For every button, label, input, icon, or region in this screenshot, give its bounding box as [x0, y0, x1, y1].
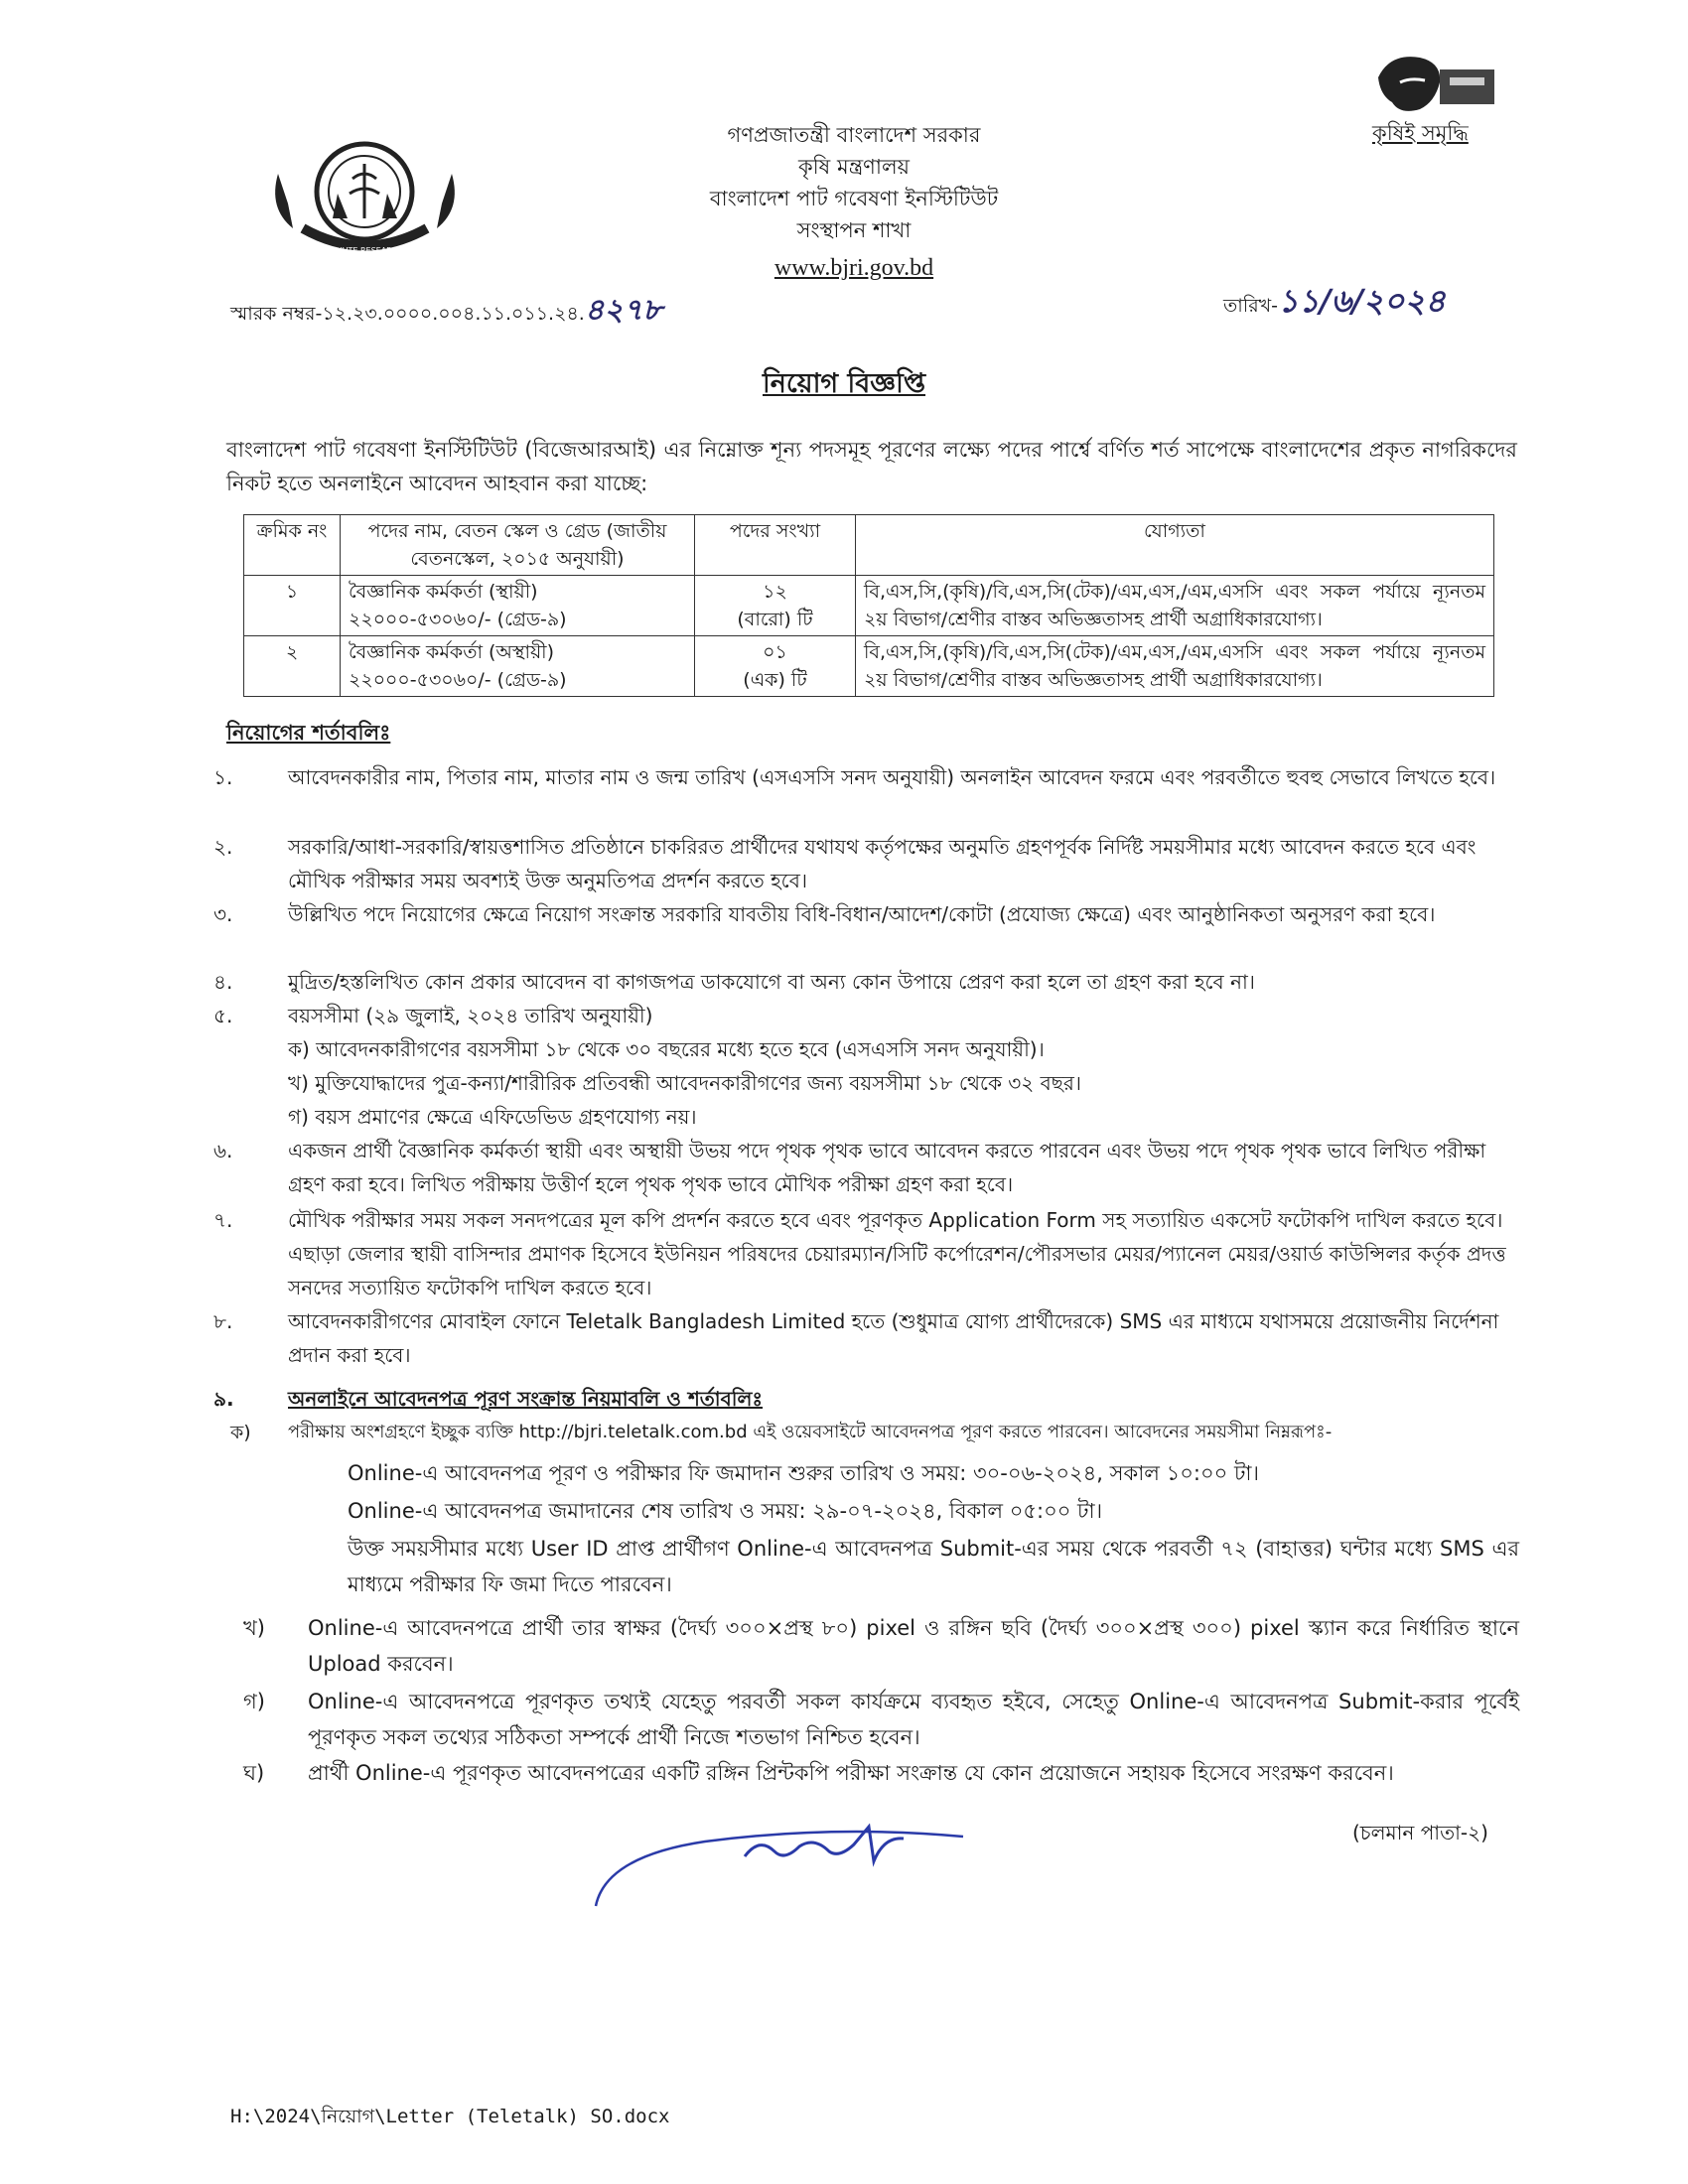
page-title: নিয়োগ বিজ্ঞপ্তি — [762, 368, 926, 399]
post-name: বৈজ্ঞানিক কর্মকর্তা (অস্থায়ী) — [349, 641, 554, 663]
online-gha-text: প্রার্থী Online-এ পূরণকৃত আবেদনপত্রের একটি রঙ্গিন প্রিন্টকপি পরীক্ষা সংক্রান্ত যে কোন প্রয়োজনে সহায়ক হিসেবে সংরক্ষণ করবেন। — [308, 1761, 1394, 1785]
item-text: মৌখিক পরীক্ষার সময় সকল সনদপত্রের মূল কপি প্রদর্শন করতে হবে এবং পূরণকৃত Application Form সহ সত্যায়িত একসেট ফটোকপি দাখিল করতে হবে। এছাড়া জেলার স্থায়ী বাসিন্দার প্রমাণক হিসেবে ইউনিয়ন পরিষদের চেয়ারম্যান/সিটি কর্পোরেশন/পৌরসভার মেয়র/প্যানেল মেয়র/ওয়ার্ড কাউন্সিলর কর্তৃক প্রদত্ত সনদের সত্যায়িত ফটোকপি দাখিল করতে হবে। — [288, 1208, 1506, 1299]
table-header-row — [244, 515, 1494, 576]
item-number: ২. — [213, 835, 233, 859]
condition-item — [213, 1304, 1514, 1372]
date-handwritten: ১১/৬/২০২৪ — [1278, 282, 1446, 320]
table-header: পদের সংখ্যা — [695, 515, 856, 576]
post-name: বৈজ্ঞানিক কর্মকর্তা (স্থায়ী) — [349, 581, 538, 603]
post-scale: ২২০০০-৫৩০৬০/- (গ্রেড-৯) — [349, 609, 567, 630]
condition-item — [213, 999, 1514, 1032]
file-path: H:\2024\নিয়োগ\Letter (Teletalk) SO.docx — [230, 2106, 670, 2127]
online-heading — [213, 1382, 1514, 1416]
table-header: যোগ্যতা — [856, 515, 1494, 576]
online-gha-label: ঘ) — [243, 1761, 265, 1785]
govt-line: গণপ্রজাতন্ত্রী বাংলাদেশ সরকার — [727, 123, 981, 147]
section-line: সংস্থাপন শাখা — [796, 218, 912, 242]
post-count: ০১ — [763, 641, 787, 663]
age-item: গ) বয়স প্রমাণের ক্ষেত্রে এফিডেভিড গ্রহণযোগ্য নয়। — [288, 1105, 697, 1129]
memo-number — [230, 286, 662, 337]
post-count-words: (বারো) টি — [737, 609, 813, 630]
item-number: ৬. — [213, 1139, 233, 1162]
bjri-logo — [268, 134, 462, 258]
table-cell-post — [341, 576, 695, 636]
institute-line: বাংলাদেশ পাট গবেষণা ইনস্টিটিউট — [709, 187, 999, 210]
item-number: ১. — [213, 765, 233, 789]
item-text: মুদ্রিত/হস্তলিখিত কোন প্রকার আবেদন বা কাগজপত্র ডাকযোগে বা অন্য কোন উপায়ে প্রেরণ করা হলে তা গ্রহণ করা হবে না। — [288, 970, 1255, 994]
post-count: ১২ — [763, 581, 787, 603]
item-text: উল্লিখিত পদে নিয়োগের ক্ষেত্রে নিয়োগ সংক্রান্ত সরকারি যাবতীয় বিধি-বিধান/আদেশ/কোটা (প্রযোজ্য ক্ষেত্রে) এবং আনুষ্ঠানিকতা অনুসরণ করা হবে। — [288, 902, 1436, 926]
item-text: আবেদনকারীগণের মোবাইল ফোনে Teletalk Bangladesh Limited হতে (শুধুমাত্র যোগ্য প্রার্থীদেরকে) SMS এর মাধ্যমে যথাসময়ে প্রয়োজনীয় নির্দেশনা প্রদান করা হবে। — [288, 1309, 1499, 1367]
website-link[interactable]: www.bjri.gov.bd — [774, 255, 934, 281]
mujib-emblem — [1370, 48, 1509, 119]
age-item: ক) আবেদনকারীগণের বয়সসীমা ১৮ থেকে ৩০ বছরের মধ্যে হতে হবে (এসএসসি সনদ অনুযায়ী)। — [288, 1037, 1045, 1061]
application-start: Online-এ আবেদনপত্র পূরণ ও পরীক্ষার ফি জমাদান শুরুর তারিখ ও সময়: ৩০-০৬-২০২৪, সকাল ১০:০০ টা। — [348, 1461, 1260, 1485]
slogan: কৃষিই সমৃদ্ধি — [1372, 121, 1469, 145]
online-ga-text: Online-এ আবেদনপত্রে পূরণকৃত তথ্যই যেহেতু পরবর্তী সকল কার্যক্রমে ব্যবহৃত হইবে, সেহেতু Online-এ আবেদনপত্র Submit-করার পূর্বেই পূরণকৃত সকল তথ্যের সঠিকতা সম্পর্কে প্রার্থী নিজে শতভাগ নিশ্চিত হবেন। — [308, 1690, 1519, 1749]
ministry-line: কৃষি মন্ত্রণালয় — [797, 155, 910, 179]
online-ka-label: ক) — [230, 1422, 251, 1443]
online-kha-label: খ) — [243, 1616, 265, 1640]
intro-paragraph: বাংলাদেশ পাট গবেষণা ইনস্টিটিউট (বিজেআরআই) এর নিম্নোক্ত শূন্য পদসমূহ পূরণের লক্ষ্যে পদের পার্শ্বে বর্ণিত শর্ত সাপেক্ষে বাংলাদেশের প্রকৃত নাগরিকদের নিকট হতে অনলাইনে আবেদন আহবান করা যাচ্ছে: — [226, 438, 1517, 495]
table-row — [244, 576, 1494, 636]
condition-item — [213, 1134, 1514, 1201]
online-ka-text: পরীক্ষায় অংশগ্রহণে ইচ্ছুক ব্যক্তি http://bjri.teletalk.com.bd এই ওয়েবসাইটে আবেদনপত্র পূরণ করতে পারবেন। আবেদনের সময়সীমা নিম্নরূপঃ- — [288, 1422, 1333, 1442]
continued-note: (চলমান পাতা-২) — [1352, 1821, 1488, 1844]
fee-payment: উক্ত সময়সীমার মধ্যে User ID প্রাপ্ত প্রার্থীগণ Online-এ আবেদনপত্র Submit-এর সময় থেকে পরবর্তী ৭২ (বাহাত্তর) ঘন্টার মধ্যে SMS এর মাধ্যমে পরীক্ষার ফি জমা দিতে পারবেন। — [348, 1537, 1519, 1596]
conditions-heading: নিয়োগের শর্তাবলিঃ — [226, 721, 391, 745]
item-number: ৫. — [213, 1004, 233, 1027]
online-kha-text: Online-এ আবেদনপত্রে প্রার্থী তার স্বাক্ষর (দৈর্ঘ্য ৩০০×প্রস্থ ৮০) pixel ও রঙ্গিন ছবি (দৈর্ঘ্য ৩০০×প্রস্থ ৩০০) pixel স্ক্যান করে নির্ধারিত স্থানে Upload করবেন। — [308, 1616, 1519, 1676]
item-text: আবেদনকারীর নাম, পিতার নাম, মাতার নাম ও জন্ম তারিখ (এসএসসি সনদ অনুযায়ী) অনলাইন আবেদন ফরমে এবং পরবর্তীতে হুবহু সেভাবে লিখতে হবে। — [288, 765, 1496, 789]
item-number: ৪. — [213, 970, 233, 994]
post-scale: ২২০০০-৫৩০৬০/- (গ্রেড-৯) — [349, 669, 567, 691]
online-heading-text: অনলাইনে আবেদনপত্র পূরণ সংক্রান্ত নিয়মাবলি ও শর্তাবলিঃ — [288, 1387, 764, 1411]
condition-item — [213, 760, 1514, 794]
table-cell-count — [695, 636, 856, 697]
date-block — [1223, 276, 1446, 330]
item-number: ৯. — [213, 1387, 234, 1411]
table-cell-post — [341, 636, 695, 697]
table-cell-qualification: বি,এস,সি,(কৃষি)/বি,এস,সি(টেক)/এম,এস,/এম,এসসি এবং সকল পর্যায়ে ন্যূনতম ২য় বিভাগ/শ্রেণীর বাস্তব অভিজ্ঞতাসহ প্রার্থী অগ্রাধিকারযোগ্য। — [856, 576, 1494, 636]
item-number: ৭. — [213, 1208, 233, 1232]
condition-item — [213, 830, 1514, 897]
item-text: একজন প্রার্থী বৈজ্ঞানিক কর্মকর্তা স্থায়ী এবং অস্থায়ী উভয় পদে পৃথক পৃথক ভাবে আবেদন করতে পারবেন এবং উভয় পদে পৃথক পৃথক ভাবে লিখিত পরীক্ষা গ্রহণ করা হবে। লিখিত পরীক্ষায় উত্তীর্ণ হলে পৃথক পৃথক ভাবে মৌখিক পরীক্ষা গ্রহণ করা হবে। — [288, 1139, 1486, 1196]
table-row — [244, 636, 1494, 697]
table-cell-sl: ২ — [244, 636, 341, 697]
age-item: খ) মুক্তিযোদ্ধাদের পুত্র-কন্যা/শারীরিক প্রতিবন্ধী আবেদনকারীগণের জন্য বয়সসীমা ১৮ থেকে ৩২ বছর। — [288, 1071, 1082, 1095]
item-number: ৩. — [213, 902, 233, 926]
memo-label: স্মারক নম্বর-১২.২৩.০০০০.০০৪.১১.০১১.২৪. — [230, 303, 585, 325]
item-text: সরকারি/আধা-সরকারি/স্বায়ত্তশাসিত প্রতিষ্ঠানে চাকরিরত প্রার্থীদের যথাযথ কর্তৃপক্ষের অনুমতি গ্রহণপূর্বক নির্দিষ্ট সময়সীমার মধ্যে আবেদন করতে হবে এবং মৌখিক পরীক্ষার সময় অবশ্যই উক্ত অনুমতিপত্র প্রদর্শন করতে হবে। — [288, 835, 1477, 892]
online-ga-label: গ) — [243, 1690, 265, 1713]
table-cell-count — [695, 576, 856, 636]
table-cell-sl: ১ — [244, 576, 341, 636]
table-header: পদের নাম, বেতন স্কেল ও গ্রেড (জাতীয় বেতনস্কেল, ২০১৫ অনুযায়ী) — [341, 515, 695, 576]
date-label: তারিখ- — [1223, 295, 1278, 317]
item-text: বয়সসীমা (২৯ জুলাই, ২০২৪ তারিখ অনুযায়ী) — [288, 1004, 653, 1027]
condition-item — [213, 897, 1514, 931]
post-count-words: (এক) টি — [743, 669, 807, 691]
condition-item — [213, 1203, 1514, 1304]
item-number: ৮. — [213, 1309, 233, 1333]
logo-text: BANGLADESH JUTE RESEARCH INSTITUTE — [282, 246, 447, 255]
table-header: ক্রমিক নং — [244, 515, 341, 576]
condition-item — [213, 965, 1514, 999]
posts-table — [243, 514, 1494, 697]
table-cell-qualification: বি,এস,সি,(কৃষি)/বি,এস,সি(টেক)/এম,এস,/এম,এসসি এবং সকল পর্যায়ে ন্যূনতম ২য় বিভাগ/শ্রেণীর বাস্তব অভিজ্ঞতাসহ প্রার্থী অগ্রাধিকারযোগ্য। — [856, 636, 1494, 697]
application-end: Online-এ আবেদনপত্র জমাদানের শেষ তারিখ ও সময়: ২৯-০৭-২০২৪, বিকাল ০৫:০০ টা। — [348, 1499, 1103, 1523]
memo-handwritten-number: ৪২৭৮ — [584, 293, 662, 328]
signature — [586, 1797, 1003, 1916]
